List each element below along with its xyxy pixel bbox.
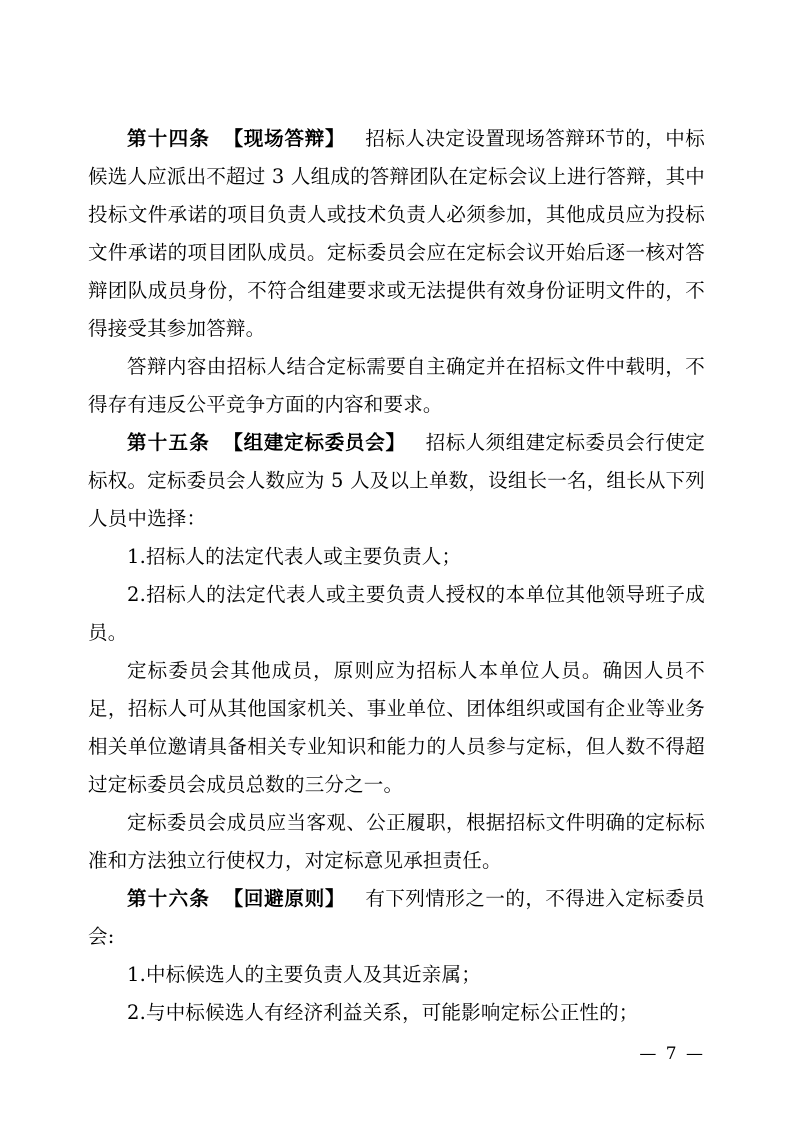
article-heading: 第十五条 bbox=[127, 431, 211, 454]
article-tag: 【现场答辩】 bbox=[223, 127, 346, 150]
article-heading: 第十四条 bbox=[127, 127, 211, 150]
list-item bbox=[88, 994, 705, 1032]
article-tag: 【回避原则】 bbox=[223, 887, 346, 910]
body-paragraph bbox=[88, 804, 705, 880]
page-number: — 7 — bbox=[639, 1044, 705, 1064]
article-text: 招标人须组建定标委员会行使定标权。定标委员会人数应为 5 人及以上单数，设组长一名，组长从下列人员中选择： bbox=[88, 431, 705, 530]
list-item-text: 2.与中标候选人有经济利益关系，可能影响定标公正性的； bbox=[127, 1001, 639, 1024]
paragraph-text: 定标委员会成员应当客观、公正履职，根据招标文件明确的定标标准和方法独立行使权力，对定标意见承担责任。 bbox=[88, 811, 705, 872]
page-footer bbox=[0, 1044, 705, 1064]
article-paragraph bbox=[88, 880, 705, 956]
body-paragraph bbox=[88, 652, 705, 804]
article-text: 招标人决定设置现场答辩环节的，中标候选人应派出不超过 3 人组成的答辩团队在定标会议上进行答辩，其中投标文件承诺的项目负责人或技术负责人必须参加，其他成员应为投标文件承诺的项目团队成员。定标委员会应在定标会议开始后逐一核对答辩团队成员身份，不符合组建要求或无法提供有效身份证明文件的，不得接受其参加答辩。 bbox=[88, 127, 705, 340]
list-item bbox=[88, 576, 705, 652]
document-body bbox=[88, 120, 705, 1032]
list-item-text: 2.招标人的法定代表人或主要负责人授权的本单位其他领导班子成员。 bbox=[88, 583, 705, 644]
body-paragraph bbox=[88, 348, 705, 424]
list-item-text: 1.招标人的法定代表人或主要负责人； bbox=[127, 545, 462, 568]
list-item bbox=[88, 956, 705, 994]
article-paragraph bbox=[88, 424, 705, 538]
paragraph-text: 答辩内容由招标人结合定标需要自主确定并在招标文件中载明，不得存有违反公平竞争方面的内容和要求。 bbox=[88, 355, 705, 416]
article-text: 有下列情形之一的，不得进入定标委员会: bbox=[88, 887, 705, 948]
article-tag: 【组建定标委员会】 bbox=[223, 431, 406, 454]
paragraph-text: 定标委员会其他成员，原则应为招标人本单位人员。确因人员不足，招标人可从其他国家机关、事业单位、团体组织或国有企业等业务相关单位邀请具备相关专业知识和能力的人员参与定标，但人数不得超过定标委员会成员总数的三分之一。 bbox=[88, 659, 705, 796]
article-paragraph bbox=[88, 120, 705, 348]
article-heading: 第十六条 bbox=[127, 887, 211, 910]
list-item bbox=[88, 538, 705, 576]
list-item-text: 1.中标候选人的主要负责人及其近亲属； bbox=[127, 963, 481, 986]
